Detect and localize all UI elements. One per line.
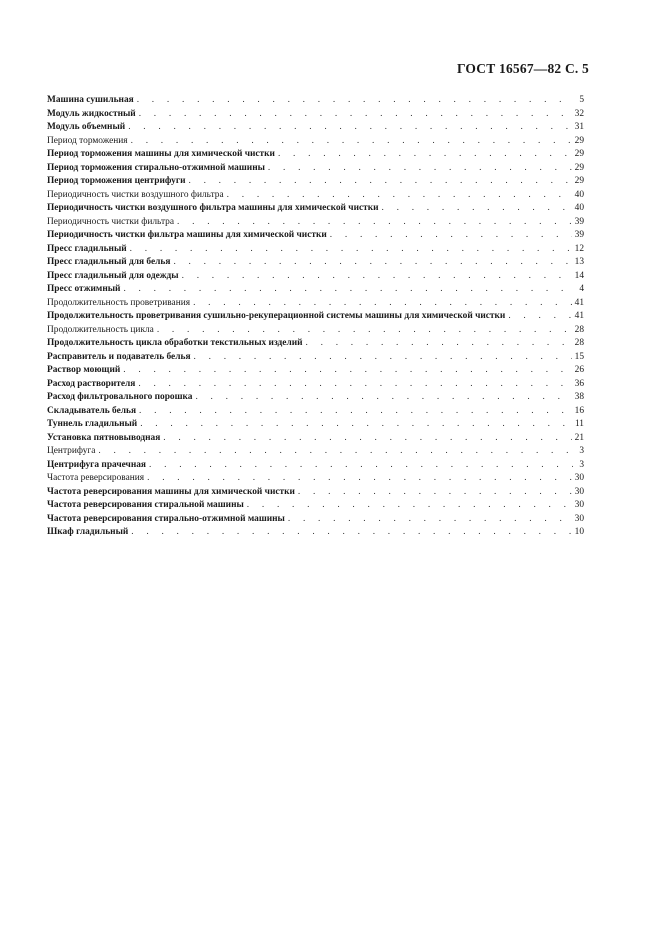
index-entry: [47, 162, 584, 176]
index-entry: [47, 175, 584, 189]
subject-index: [47, 94, 584, 540]
dot-leader: [140, 418, 572, 432]
dot-leader: [128, 121, 571, 135]
index-page-number: 31: [574, 122, 584, 132]
index-term: Модуль жидкостный: [47, 108, 136, 119]
index-term: Расход фильтровального порошка: [47, 392, 193, 402]
index-term: Периодичность чистки фильтра машины для химической чистки: [47, 230, 327, 240]
index-entry: [47, 472, 584, 486]
index-term: Складыватель белья: [47, 405, 137, 416]
index-term: Продолжительность цикла обработки текстильных изделий: [47, 338, 303, 348]
dot-leader: [182, 270, 572, 284]
dot-leader: [149, 459, 573, 473]
index-page-number: 5: [579, 95, 584, 105]
index-term: Частота реверсирования стирально-отжимной машины: [47, 513, 285, 524]
dot-leader: [306, 337, 572, 351]
dot-leader: [188, 175, 571, 189]
index-page-number: 39: [574, 216, 584, 227]
dot-leader: [163, 432, 571, 446]
index-term: Периодичность чистки воздушного фильтра: [47, 189, 224, 200]
index-entry: [47, 229, 584, 243]
index-entry: [47, 324, 584, 338]
index-entry: [47, 243, 584, 257]
dot-leader: [157, 324, 572, 338]
index-page-number: 13: [574, 257, 584, 267]
dot-leader: [131, 526, 571, 540]
dot-leader: [147, 472, 572, 486]
index-page-number: 3: [579, 446, 584, 456]
index-page-number: 32: [574, 108, 584, 119]
index-page-number: 40: [574, 203, 584, 213]
index-term: Периодичность чистки воздушного фильтра машины для химической чистки: [47, 203, 379, 213]
index-entry: [47, 283, 584, 297]
index-entry: [47, 121, 584, 135]
index-entry: [47, 310, 584, 324]
index-term: Продолжительность цикла: [47, 324, 154, 335]
index-term: Продолжительность проветривания сушильно-рекуперационной системы машины для химической чистки: [47, 311, 506, 321]
index-term: Периодичность чистки фильтра: [47, 216, 175, 227]
index-page-number: 28: [574, 338, 584, 348]
index-entry: [47, 148, 584, 162]
index-page-number: 40: [574, 189, 584, 200]
index-page-number: 3: [579, 459, 584, 470]
index-entry: [47, 418, 584, 432]
index-entry: [47, 364, 584, 378]
index-entry: [47, 405, 584, 419]
index-entry: [47, 351, 584, 365]
index-term: Период торможения центрифуги: [47, 176, 186, 186]
index-term: Период торможения стирально-отжимной машины: [47, 162, 265, 173]
index-term: Машина сушильная: [47, 95, 134, 105]
index-entry: [47, 391, 584, 405]
dot-leader: [123, 283, 573, 297]
index-page-number: 38: [574, 392, 584, 402]
dot-leader: [330, 229, 572, 243]
index-page-number: 30: [574, 500, 584, 510]
index-page-number: 26: [574, 365, 584, 375]
index-term: Пресс гладильный для одежды: [47, 270, 179, 281]
index-entry: [47, 486, 584, 500]
index-term: Расход растворителя: [47, 378, 136, 389]
index-term: Продолжительность проветривания: [47, 297, 191, 308]
index-entry: [47, 459, 584, 473]
index-entry: [47, 378, 584, 392]
dot-leader: [137, 94, 573, 108]
index-term: Центрифуга прачечная: [47, 459, 147, 470]
index-entry: [47, 499, 584, 513]
index-entry: [47, 337, 584, 351]
index-entry: [47, 513, 584, 527]
dot-leader: [139, 405, 572, 419]
index-term: Период торможения машины для химической чистки: [47, 149, 275, 159]
index-term: Пресс гладильный: [47, 243, 127, 254]
index-entry: [47, 135, 584, 149]
dot-leader: [123, 364, 571, 378]
dot-leader: [298, 486, 572, 500]
index-term: Частота реверсирования машины для химической чистки: [47, 486, 295, 497]
index-term: Раствор моющий: [47, 365, 121, 375]
dot-leader: [130, 243, 572, 257]
index-term: Туннель гладильный: [47, 419, 138, 429]
index-page-number: 11: [574, 419, 584, 429]
dot-leader: [173, 256, 571, 270]
index-term: Центрифуга: [47, 446, 96, 456]
index-term: Частота реверсирования стиральной машины: [47, 500, 244, 510]
index-page-number: 30: [574, 513, 584, 524]
dot-leader: [227, 189, 572, 203]
dot-leader: [195, 391, 571, 405]
index-page-number: 16: [574, 405, 584, 416]
index-entry: [47, 189, 584, 203]
index-entry: [47, 94, 584, 108]
index-page-number: 4: [579, 284, 584, 294]
index-page-number: 41: [574, 297, 584, 308]
index-page-number: 15: [574, 351, 584, 362]
index-term: Модуль объемный: [47, 122, 126, 132]
index-page-number: 39: [574, 230, 584, 240]
dot-leader: [139, 108, 572, 122]
dot-leader: [278, 148, 572, 162]
dot-leader: [508, 310, 571, 324]
dot-leader: [288, 513, 572, 527]
index-term: Частота реверсирования: [47, 473, 145, 483]
index-entry: [47, 432, 584, 446]
index-page-number: 21: [574, 432, 584, 443]
index-term: Пресс гладильный для белья: [47, 257, 171, 267]
index-page-number: 29: [574, 149, 584, 159]
dot-leader: [131, 135, 572, 149]
index-term: Установка пятновыводная: [47, 432, 161, 443]
index-entry: [47, 445, 584, 459]
index-page-number: 30: [574, 473, 584, 483]
dot-leader: [268, 162, 572, 176]
dot-leader: [98, 445, 573, 459]
dot-leader: [193, 297, 572, 311]
index-entry: [47, 297, 584, 311]
index-page-number: 36: [574, 378, 584, 389]
dot-leader: [247, 499, 572, 513]
index-entry: [47, 256, 584, 270]
index-page-number: 12: [574, 243, 584, 254]
index-term: Расправитель и подаватель белья: [47, 351, 191, 362]
dot-leader: [138, 378, 571, 392]
page-header: ГОСТ 16567—82 С. 5: [456, 61, 589, 76]
index-page-number: 30: [574, 486, 584, 497]
index-page-number: 14: [574, 270, 584, 281]
index-term: Шкаф гладильный: [47, 527, 129, 537]
index-entry: [47, 108, 584, 122]
index-entry: [47, 202, 584, 216]
dot-leader: [194, 351, 572, 365]
index-page-number: 29: [574, 135, 584, 146]
dot-leader: [177, 216, 572, 230]
index-entry: [47, 270, 584, 284]
index-page-number: 29: [574, 176, 584, 186]
dot-leader: [382, 202, 572, 216]
index-term: Пресс отжимный: [47, 284, 121, 294]
index-entry: [47, 216, 584, 230]
index-page-number: 29: [574, 162, 584, 173]
index-page-number: 10: [574, 527, 584, 537]
index-entry: [47, 526, 584, 540]
index-page-number: 41: [574, 311, 584, 321]
index-term: Период торможения: [47, 135, 128, 146]
index-page-number: 28: [574, 324, 584, 335]
